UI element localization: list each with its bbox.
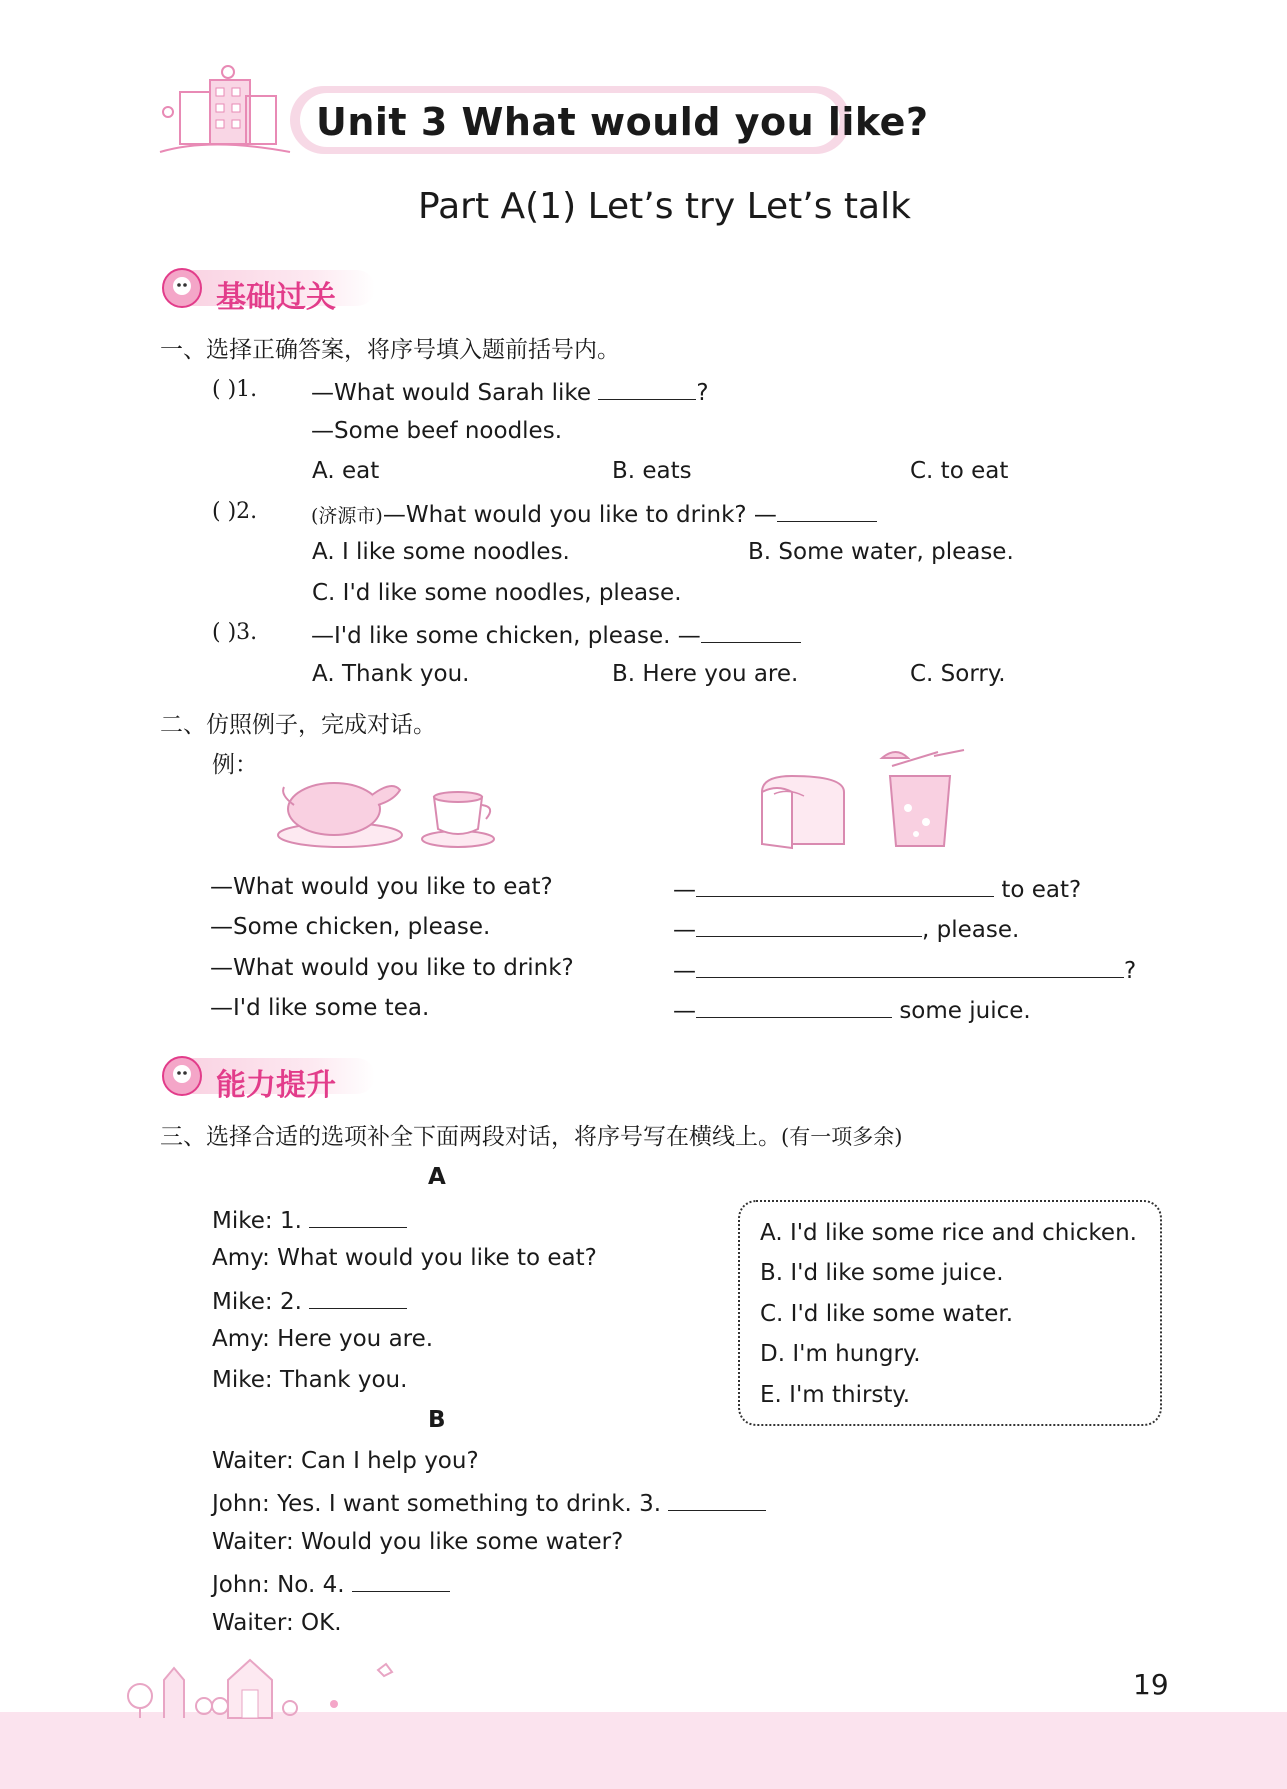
q3-dialog-a-line5: Mike: Thank you. [212, 1367, 408, 1393]
q1-heading: 一、选择正确答案，将序号填入题前括号内。 [160, 337, 620, 363]
q1-item2-paren[interactable]: ( )2. [212, 499, 258, 524]
q2-example-line2: —Some chicken, please. [210, 914, 491, 940]
q1-item1-question-end: ? [696, 380, 709, 406]
q2-answer-blank3[interactable] [696, 957, 1124, 978]
q1-item3-option-c[interactable]: C. Sorry. [910, 661, 1006, 687]
q3-dialog-b-line3: Waiter: Would you like some water? [212, 1529, 624, 1555]
q1-item2-blank[interactable] [777, 501, 877, 522]
q3-dialog-b-line4-text: John: No. 4. [212, 1572, 345, 1598]
q2-answer-line1 [673, 876, 1081, 902]
q2-answer-line3-end: ? [1124, 958, 1137, 984]
page-number: 19 [1133, 1668, 1169, 1701]
q3-blank2[interactable] [309, 1288, 407, 1309]
q1-item2-option-b[interactable]: B. Some water, please. [748, 539, 1014, 565]
q1-item3-paren[interactable]: ( )3. [212, 620, 258, 645]
part-title: Part A(1) Let’s try Let’s talk [418, 186, 911, 227]
q1-item2-question-text: —What would you like to drink? — [382, 502, 777, 528]
q1-item3-option-b[interactable]: B. Here you are. [612, 661, 799, 687]
q2-example-label: 例： [212, 752, 258, 778]
section-advanced-title: 能力提升 [216, 1068, 336, 1103]
section-advanced-icon [160, 1054, 204, 1102]
q2-example-line4: —I'd like some tea. [210, 995, 430, 1021]
q1-item3-blank[interactable] [701, 622, 801, 643]
q1-item2-option-a[interactable]: A. I like some noodles. [312, 539, 570, 565]
q1-item1-answer: —Some beef noodles. [311, 418, 563, 444]
q2-answer-line2 [673, 916, 1019, 942]
buildings-illustration [150, 62, 300, 162]
q3-dialog-a-line1-text: Mike: 1. [212, 1208, 302, 1234]
q2-answer-line2-dash: — [673, 917, 696, 943]
q2-answer-line1-dash: — [673, 877, 696, 903]
q3-heading [160, 1126, 902, 1149]
q1-item1-paren[interactable]: ( )1. [212, 377, 258, 402]
q1-item1-question [311, 379, 709, 405]
q1-item2-question [311, 501, 877, 527]
section-basic-icon [160, 266, 204, 314]
q3-part-b-label: B [428, 1407, 446, 1433]
q1-item3-option-a[interactable]: A. Thank you. [312, 661, 470, 687]
q3-dialog-b-line4 [212, 1571, 450, 1597]
juice-glass-image [878, 748, 968, 857]
q3-dialog-a-line3 [212, 1288, 407, 1314]
q1-item1-question-text: —What would Sarah like [311, 380, 592, 406]
q3-heading-text: 三、选择合适的选项补全下面两段对话，将序号写在横线上。 [160, 1124, 781, 1150]
q3-option-a[interactable]: A. I'd like some rice and chicken. [760, 1220, 1137, 1246]
q1-item1-option-c[interactable]: C. to eat [910, 458, 1009, 484]
q2-answer-blank2[interactable] [696, 916, 922, 937]
q2-answer-line1-end: to eat? [1001, 877, 1082, 903]
q3-option-b[interactable]: B. I'd like some juice. [760, 1260, 1004, 1286]
header-decoration [150, 62, 300, 162]
q3-dialog-b-line5: Waiter: OK. [212, 1610, 342, 1636]
q2-answer-blank1[interactable] [696, 876, 994, 897]
q1-item1-option-b[interactable]: B. eats [612, 458, 692, 484]
q2-answer-line4-end: some juice. [899, 998, 1031, 1024]
q1-item1-blank[interactable] [598, 379, 696, 400]
q2-heading: 二、仿照例子，完成对话。 [160, 712, 436, 738]
q3-dialog-a-line2: Amy: What would you like to eat? [212, 1245, 597, 1271]
q2-answer-line4-dash: — [673, 998, 696, 1024]
section-basic-title: 基础过关 [216, 280, 336, 315]
chicken-image [272, 765, 407, 854]
q2-example-line3: —What would you like to drink? [210, 955, 574, 981]
q1-item2-source: (济源市) [311, 505, 383, 527]
q1-item1-option-a[interactable]: A. eat [312, 458, 380, 484]
q2-answer-blank4[interactable] [696, 997, 892, 1018]
unit-title: Unit 3 What would you like? [316, 100, 929, 144]
q3-blank1[interactable] [309, 1207, 407, 1228]
bread-image [752, 772, 852, 856]
q3-dialog-a-line3-text: Mike: 2. [212, 1289, 302, 1315]
q3-dialog-a-line1 [212, 1207, 407, 1233]
q3-dialog-b-line2 [212, 1490, 766, 1516]
footer-town-decoration [120, 1640, 420, 1724]
q1-item3-question [311, 622, 801, 648]
q3-blank3[interactable] [668, 1490, 766, 1511]
q2-answer-line3 [673, 957, 1136, 983]
q3-blank4[interactable] [352, 1571, 450, 1592]
q2-answer-line2-end: , please. [922, 917, 1020, 943]
q2-answer-line3-dash: — [673, 958, 696, 984]
q1-item3-question-text: —I'd like some chicken, please. — [311, 623, 701, 649]
q3-option-d[interactable]: D. I'm hungry. [760, 1341, 921, 1367]
tea-cup-image [418, 785, 498, 854]
q2-answer-line4 [673, 997, 1031, 1023]
q3-option-e[interactable]: E. I'm thirsty. [760, 1382, 911, 1408]
q2-example-line1: —What would you like to eat? [210, 874, 553, 900]
q3-dialog-b-line1: Waiter: Can I help you? [212, 1448, 479, 1474]
q3-part-a-label: A [428, 1164, 446, 1190]
q3-dialog-a-line4: Amy: Here you are. [212, 1326, 434, 1352]
q3-option-c[interactable]: C. I'd like some water. [760, 1301, 1014, 1327]
q1-item2-option-c[interactable]: C. I'd like some noodles, please. [312, 580, 682, 606]
q3-dialog-b-line2-text: John: Yes. I want something to drink. 3. [212, 1491, 662, 1517]
q3-heading-note: (有一项多余) [781, 1125, 903, 1149]
